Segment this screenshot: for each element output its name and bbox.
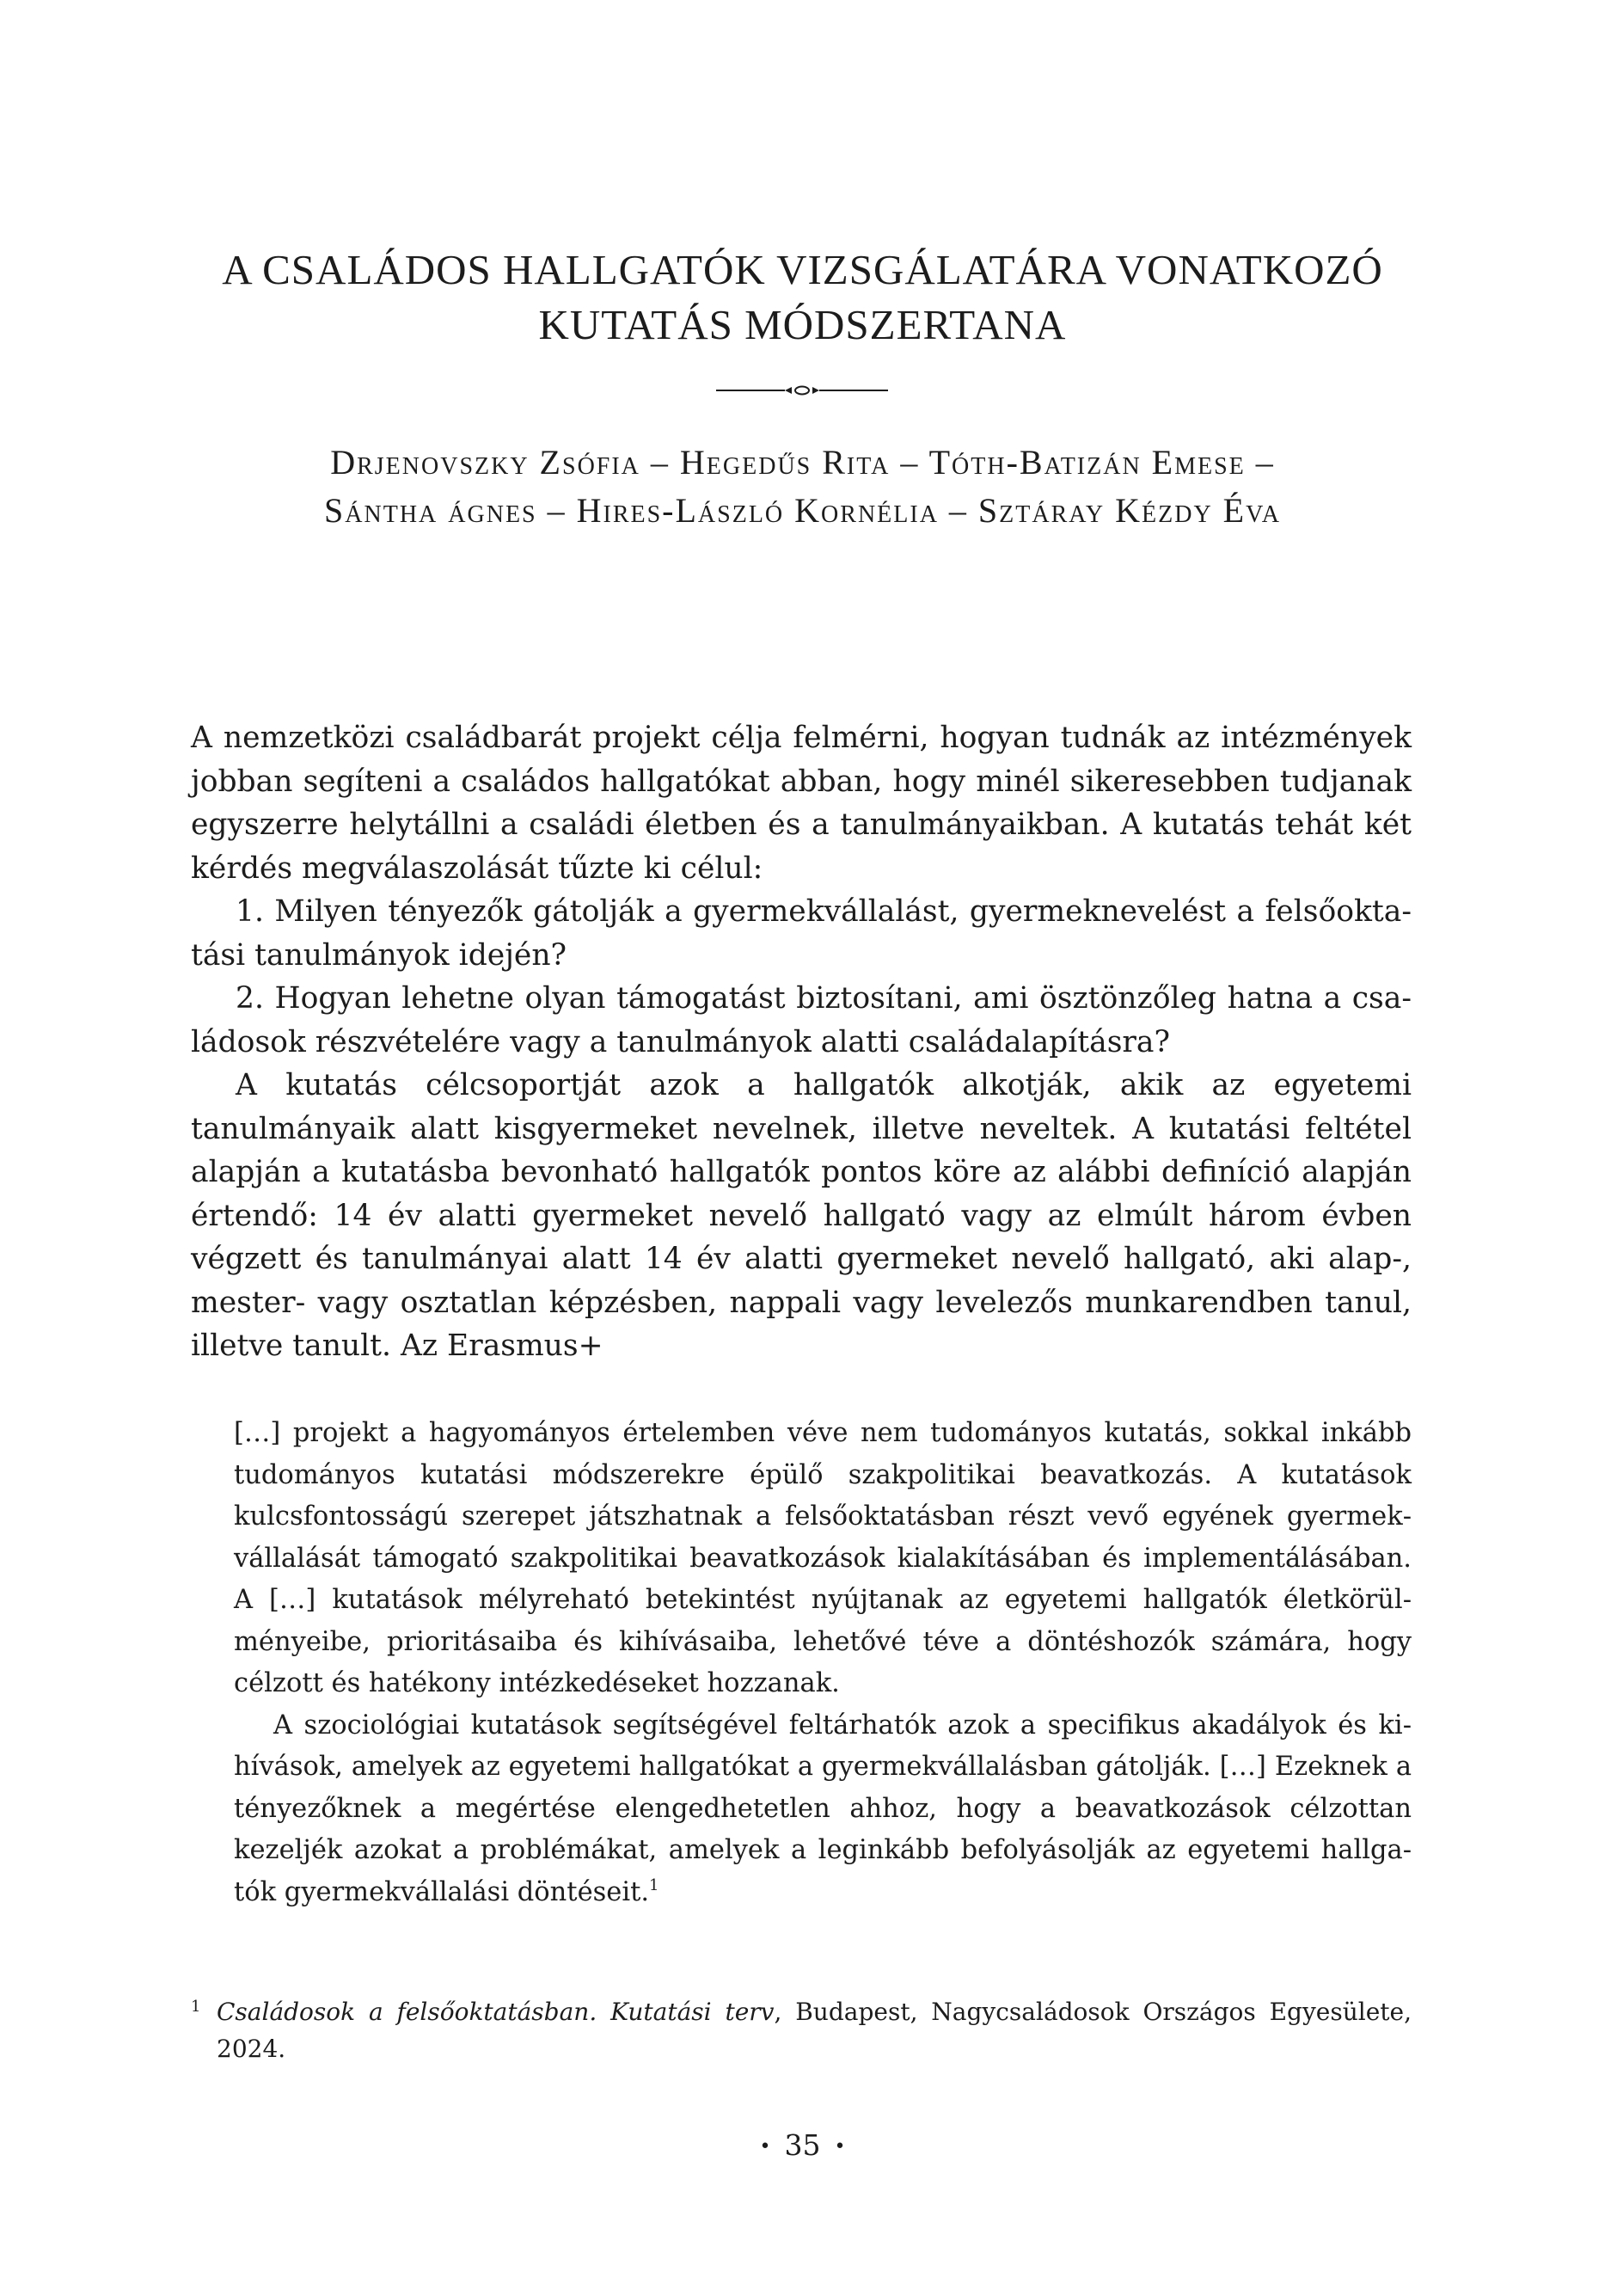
page-number bbox=[0, 2128, 1605, 2164]
quote-paragraph-1: […] projekt a hagyományos értelemben véve nem tudományos kutatás, sokkal inkább tudományos kutatási módszerekre épülő szakpolitikai beavatkozás. A kutatások kulcsfontosságú szerepet játszhatnak a felsőoktatásban részt vevő egyének gyermekvállalását támogató szakpolitikai beavatkozások kialakításában és implementálásában. A […] kutatások mélyreható betekintést nyújtanak az egyetemi hallgatók életkörülményeibe, prioritásaiba és kihívásaiba, lehetővé téve a döntéshozók számára, hogy célzott és hatékony intézkedéseket hozzanak. bbox=[234, 1418, 1412, 1698]
intro-paragraph: A nemzetközi családbarát projekt célja felmérni, hogyan tudnák az intézmények jobban segíteni a családos hallgatókat abban, hogy minél sikeresebben tudjanak egyszerre helytállni a családi életben és a tanulmányaikban. A kutatás tehát két kérdés megválaszolását tűzte ki célul: bbox=[191, 721, 1412, 886]
title-ornament-icon bbox=[716, 382, 888, 399]
chapter-title-line-2: KUTATÁS MÓDSZERTANA bbox=[538, 301, 1067, 348]
block-quote bbox=[234, 1413, 1412, 1913]
footnote bbox=[191, 1993, 1412, 2067]
target-group-paragraph: A kutatás célcsoportját azok a hallgatók alkotják, akik az egyetemi tanulmányaik alatt kisgyermeket nevelnek, illetve neveltek. A kutatási feltétel alapján a kutatásba bevonható hallgatók pontos köre az alábbi definíció alapján értendő: 14 év alatti gyermeket nevelő hallgató vagy az elmúlt három évben végzett és tanulmányai alatt 14 év alatti gyermeket nevelő hallgató, aki alap-, mester- vagy osztatlan képzésben, nappali vagy levelezős munkarendben tanul, illetve tanult. Az Erasmus+ bbox=[191, 1068, 1412, 1363]
author-line-2: Sántha ágnes – Hires-László Kornélia – Sztáray Kézdy Éva bbox=[324, 491, 1281, 530]
research-question-1: 1. Milyen tényezők gátolják a gyermekvállalást, gyermeknevelést a felsőoktatási tanulmányok idején? bbox=[191, 894, 1412, 973]
chapter-title bbox=[129, 242, 1476, 353]
quote-paragraph-2 bbox=[234, 1705, 1412, 1914]
quote-paragraph-2-text: A szociológiai kutatások segítségével feltárhatók azok a specifikus akadályok és kihívások, amelyek az egyetemi hallgatókat a gyermekvállalásban gátolják. […] Ezeknek a tényezőknek a megértése elengedhetetlen ahhoz, hogy a beavatkozások célzottan kezeljék azokat a problémákat, amelyek a leginkább befolyásolják az egyetemi hallgatók gyermekvállalási döntéseit. bbox=[234, 1710, 1412, 1907]
research-question-2: 2. Hogyan lehetne olyan támogatást biztosítani, ami ösztönzőleg hatna a családosok részvételére vagy a tanulmányok alatti családalapításra? bbox=[191, 981, 1412, 1059]
chapter-title-line-1: A CSALÁDOS HALLGATÓK VIZSGÁLATÁRA VONATKOZÓ bbox=[222, 246, 1383, 293]
bullet-right-icon: • bbox=[834, 2136, 846, 2158]
footnote-publisher: , Budapest, Nagycsaládosok Országos Egyesülete, 2024. bbox=[217, 1998, 1412, 2063]
bullet-left-icon: • bbox=[759, 2136, 771, 2158]
main-text bbox=[191, 716, 1412, 1368]
footnote-reference: 1 bbox=[649, 1875, 659, 1894]
author-line-1: Drjenovszky Zsófia – Hegedűs Rita – Tóth-Batizán Emese – bbox=[330, 443, 1275, 482]
footnote-mark: 1 bbox=[191, 1998, 201, 2016]
author-list bbox=[129, 439, 1476, 535]
footnote-title: Családosok a felsőoktatásban. Kutatási terv bbox=[217, 1998, 775, 2026]
footnote-text bbox=[217, 1993, 1412, 2067]
page-number-value: 35 bbox=[784, 2128, 821, 2162]
